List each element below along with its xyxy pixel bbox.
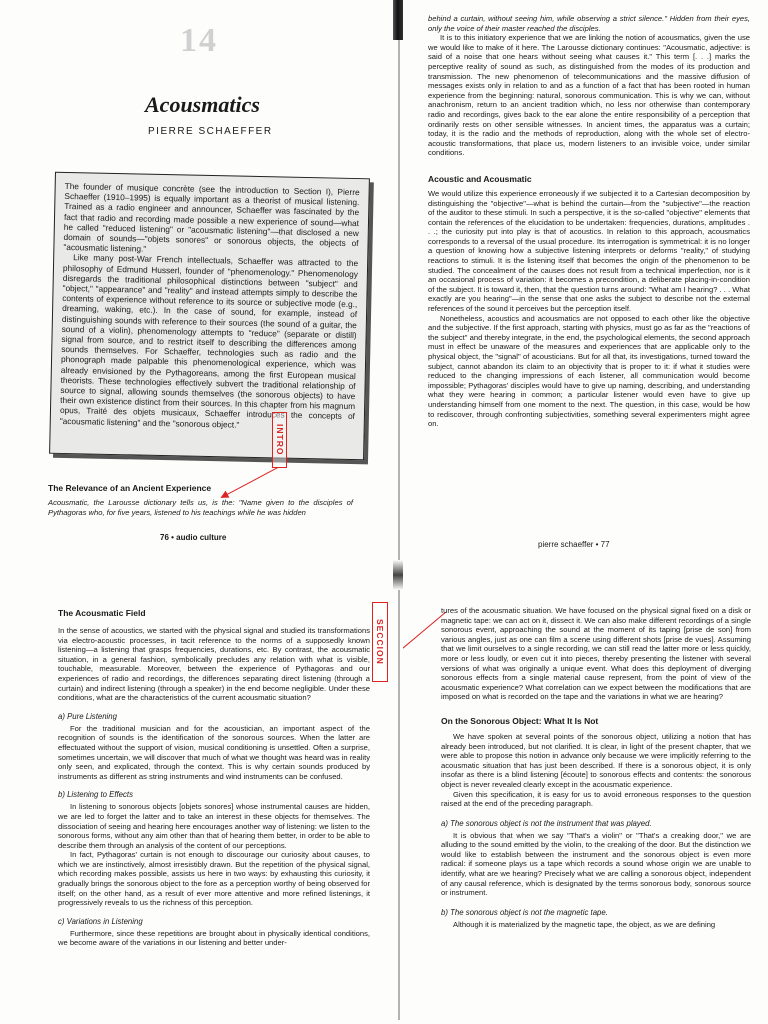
sub-heading: b) Listening to Effects xyxy=(58,790,133,800)
section-annotation-label: SECCION xyxy=(372,602,388,682)
page-79 xyxy=(403,590,768,1024)
page-78 xyxy=(0,590,395,1024)
intro-paragraph: The founder of musique concrète (see the introduction to Section I), Pierre Schaeffer (1910–1995) is equally important as a theorist of musical listening. Trained as a radio engineer and announcer, Schaeffer was fascinated by the fact that radio and recording made possible a new experience of sound—what he called "reduced listening" or "acousmatic listening"—that disclosed a new domain of sounds—"objets sonores" or sonorous objects, the objects of "acousmatic listening." xyxy=(63,180,360,254)
intro-paragraph: Like many post-War French intellectuals, Schaeffer was attracted to the philosophy of Edmund Husserl, founder of "phenomenology." Phenomenology disregards the traditional philosophical distinctions between "subject" and "object," "appearance" and "reality" and instead attempts simply to describe the contents of experience without reference to its source or subjective mode (e.g., dreaming, waking, etc.). In the case of sound, for example, instead of distinguishing sounds with reference to their sources (the sound of a guitar, the sound of a violin), phenomenology attempts to "reduce" (separate or distill) signal from source, and to restrict itself to describing the differences among sounds themselves. For Schaeffer, technologies such as radio and the phonograph made palpable this phenomenological experience, which was already envisioned by the Pythagoreans, among the first European musical theorists. These technologies effectively subvert the traditional relationship of source to signal, allowing sounds themselves (the sonorous objects) to have their own existence distinct from their sources. In this chapter from his magnum opus, Traité des objets musicaux, Schaeffer introduces the concepts of "acousmatic listening" and the "sonorous object." xyxy=(59,252,359,430)
paragraph: In the sense of acoustics, we started with the physical signal and studied its transformations via electro-acoustic processes, in tacit reference to the norms of a supposedly known listening—a listening that grasps frequencies, durations, etc. By contrast, the acousmatic situation, in a general fashion, symbolically precludes any relation with what is visible, touchable, measurable. Moreover, between the experience of Pythagoras and our experiences of radio and recordings, the differences separating direct listening (through a curtain) and indirect listening (through a speaker) in the end become negligible. Under these conditions, what are the characteristics of the current acousmatic situation? xyxy=(58,626,370,703)
page-gap xyxy=(393,560,403,590)
section-annotation-connector xyxy=(403,612,446,661)
section-heading: On the Sonorous Object: What It Is Not xyxy=(441,715,599,726)
paragraph: In listening to sonorous objects [objets sonores] whose instrumental causes are hidden, we are led to forget the latter and to take an interest in these objects for themselves. The dissociation of seeing and hearing here encourages another way of listening: we listen to the sonorous forms, without any aim other than that of hearing them better, in order to be able to describe them through an analysis of the content of our perceptions. xyxy=(58,802,370,850)
section-text: Acousmatic, the Larousse dictionary tells us, is the: "Name given to the disciples of Pythagoras who, for five years, listened to his teachings while he was hidden xyxy=(48,498,353,517)
paragraph: It is obvious that when we say "That's a violin" or "That's a creaking door," we are alluding to the sound emitted by the violin, to the creaking of the door. But the distinction we would like to establish between the instrument and the sonorous object is even more radical: if someone plays us a tape which records a sound whose origin we are unable to identify, what are we hearing? Precisely what we are calling a sonorous object, independent of any causal reference, which is designated by the terms sonorous body, sonorous source or instrument. xyxy=(441,830,751,898)
chapter-author: PIERRE SCHAEFFER xyxy=(148,126,273,137)
sub-heading: a) The sonorous object is not the instrument that was played. xyxy=(441,818,652,828)
section-heading: The Acousmatic Field xyxy=(58,608,146,618)
paragraph: Nonetheless, acoustics and acousmatics are not opposed to each other like the objective and the subjective. If the first approach, starting with physics, must go as far as the "reactions of the subject" and thereby integrate, in the end, the psychological elements, the second approach must in effect be unaware of the measures and experiences that are applicable only to the physical object, the "signal" of acousticians. But for all that, its investigations, turned toward the subject, cannot abandon its claim to an objectivity that is proper to it: if what it studies were reduced to the changing impressions of each listener, all communication would become impossible; Pythagoras' disciples would have to give up naming, describing, and understanding what they were hearing in common; a particular listener would even have to give up understanding himself from one moment to the next. The question, in this case, would be how to rediscover, through confronting subjectivities, something several experimenters might agree on. xyxy=(428,313,750,429)
paragraph: It is to this initiatory experience that we are linking the notion of acousmatics, given the use we would like to make of it here. The Larousse dictionary continues: "Acousmatic, adjective: is said of a noise that one hears without seeing what causes it." This term [. . .] marks the perceptive reality of sound as such, as distinguished from the modes of its production and transmission. The new phenomenon of telecommunications and the massive diffusion of messages exists only in relation to and as a function of a fact that has been rooted in human experience from the beginning: natural, sonorous communication. This is why we can, without anachronism, return to an ancient tradition which, no less nor otherwise than contemporary radio and recordings, gives back to the ear alone the entire responsibility of a perception that ordinarily rests on other sensible witnesses. In ancient times, the apparatus was a curtain; today, it is the radio and the methods of reproduction, along with the whole set of electro-acoustic transformations, that place us, modern listeners to an invisible voice, under similar conditions. xyxy=(428,33,750,158)
paragraph: We have spoken at several points of the sonorous object, utilizing a notion that has already been introduced, but not clarified. It is clear, in light of the present chapter, that we were able to propose this notion in advance only because we were implicitly referring to the acousmatic situation that has just been described. If there is a sonorous object, it is only insofar as there is a blind listening [écoute] to sonorous effects and contents: the sonorous object is never revealed clearly except in the acousmatic experience. xyxy=(441,731,751,789)
page-77 xyxy=(403,0,768,560)
paragraph: Although it is materialized by the magnetic tape, the object, as we are defining xyxy=(453,919,716,929)
paragraph: Given this specification, it is easy for us to avoid erroneous responses to the question raised at the end of the preceding paragraph. xyxy=(441,789,751,809)
page-76 xyxy=(0,0,395,560)
chapter-title: Acousmatics xyxy=(145,92,260,117)
section-heading: Acoustic and Acousmatic xyxy=(428,173,532,184)
sub-heading: a) Pure Listening xyxy=(58,711,117,721)
paragraph: Furthermore, since these repetitions are brought about in physically identical conditions, we become aware of the variations in our listening and better under- xyxy=(58,928,370,948)
intro-annotation-label: INTRO xyxy=(272,412,287,468)
sub-heading: c) Variations in Listening xyxy=(58,916,143,926)
paragraph: behind a curtain, without seeing him, while observing a strict silence." Hidden from their eyes, only the voice of their master reached the disciples. xyxy=(428,14,750,33)
page-footer: 76 • audio culture xyxy=(160,533,227,542)
paragraph: For the traditional musician and for the acoustician, an important aspect of the recognition of sounds is the identification of the sonorous sources. When the latter are effectuated without the support of vision, musical conditioning is unsettled. Often a surprise, sometimes uncertain, we will discover that much of what we thought was heard was in reality only seen, and explicated, through the context. This is why certain sounds produced by instruments as different as string instruments and wind instruments can be confused. xyxy=(58,723,370,781)
page-footer: pierre schaeffer • 77 xyxy=(538,540,610,549)
book-spine xyxy=(398,40,400,1020)
paragraph: tures of the acousmatic situation. We have focused on the physical signal fixed on a disk or magnetic tape: we can act on it, dissect it. We can also make different recordings of a single sonorous event, approaching the sound at the moment of its taping [prise de son] from various angles, just as one can film a scene using different shots [prise de vues]. Assuming that we limit ourselves to a single recording, we can still read the latter more or less quickly, more or less loudly, or even cut it into pieces, thereby presenting the listener with several versions of what was originally a unique event. What does this deployment of diverging sonorous effects from a single material cause represent, from the point of view of the acousmatic experience? What correlation can we expect between the modifications that are imposed on what is recorded on the tape and the variations in what we are hearing? xyxy=(441,606,751,702)
paragraph: In fact, Pythagoras' curtain is not enough to discourage our curiosity about causes, to which we are instinctively, almost irresistibly drawn. But the repetition of the physical signal, which recording makes possible, assists us here in two ways: by exhausting this curiosity, it gradually brings the sonorous object to the fore as a perception worthy of being observed for itself; on the other hand, as a result of ever more attentive and more refined listenings, it progressively reveals to us the richness of this perception. xyxy=(58,850,370,908)
chapter-number: 14 xyxy=(180,22,218,59)
paragraph: We would utilize this experience erroneously if we subjected it to a Cartesian decomposition by distinguishing the "objective"—what is behind the curtain—from the "subjective"—the reaction of the auditor to these stimuli. In such a perspective, it is the so-called "objective" elements that contain the references of the elucidation to be undertaken: frequencies, durations, amplitudes . . .; the curiosity put into play is that of acoustics. In relation to this approach, acousmatics corresponds to a reversal of the usual procedure. Its interrogation is symmetrical: it is no longer a question of knowing how a subjective listening interprets or deforms "reality," of studying reactions to stimuli. It is the listening itself that becomes the origin of the phenomenon to be studied. The concealment of the causes does not result from a technical imperfection, nor is it an occasional process of variation: it becomes a precondition, a deliberate placing-in-condition of the subject. It is toward it, then, that the question turns around: "What am I hearing? . . . What exactly are you hearing"—in the sense that one asks the subject to describe not the external references of the sound it perceives but the perception itself. xyxy=(428,188,750,314)
sub-heading: b) The sonorous object is not the magnetic tape. xyxy=(441,907,608,917)
intro-box xyxy=(49,172,370,461)
section-heading: The Relevance of an Ancient Experience xyxy=(48,483,212,493)
